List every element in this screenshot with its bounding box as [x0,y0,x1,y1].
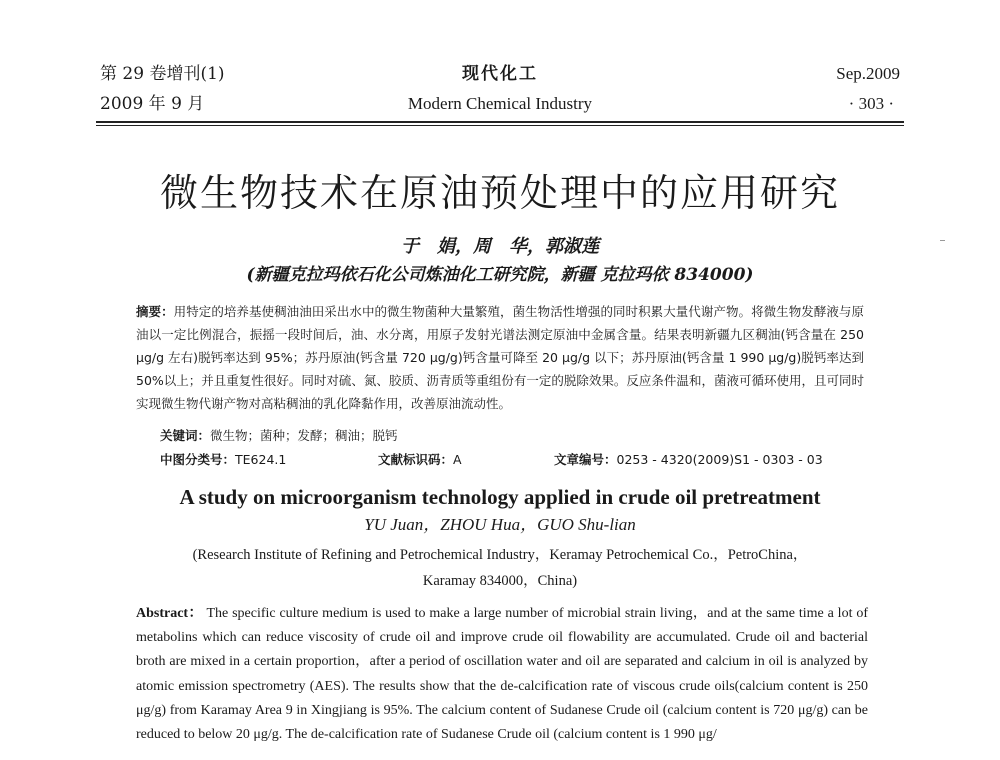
abstract-en [136,602,868,747]
clc-number [160,450,286,470]
article-number-value: 0253 - 4320(2009)S1 - 0303 - 03 [616,452,823,467]
clc-value: TE624.1 [235,452,287,467]
header-rule-thin [96,125,904,126]
document-code [378,450,462,470]
page-number: · 303 · [848,94,894,113]
article-number-label: 文章编号： [554,452,617,467]
paper-title-cn: 微生物技术在原油预处理中的应用研究 [159,171,840,215]
affiliation-en-line1: (Research Institute of Refining and Petrochemical Industry，Keramay Petrochemical Co.，PetroChina， [192,547,808,563]
doc-code-label: 文献标识码： [378,452,454,467]
article-number [554,450,823,470]
header-rule-thick [96,121,904,123]
publication-date-cn: 2009 年 9 月 [100,94,205,114]
affiliation-en [0,542,1000,594]
abstract-cn [136,300,864,415]
keywords-label: 关键词： [160,428,211,443]
authors-cn: 于 娟，周 华，郭淑莲 [401,236,599,257]
authors-en: YU Juan，ZHOU Hua，GUO Shu-lian [364,515,636,534]
abstract-en-text: The specific culture medium is used to make a large number of microbial strain living，and at the same time a lot of metabolins which can reduce viscosity of crude oil and improve crude oil flowability are accumulated. Crude oil and bacterial broth are mixed in a certain proportion，after a period of oscillation water and oil are separated and calcium in oil is analyzed by atomic emission spectrometry (AES). The results show that the de-calcification rate of viscous crude oils(calcium content is 250 μg/g) from Karamay Area 9 in Xingjiang is 95%. The calcium content of Sudanese Crude oil (calcium content is 720 μg/g) can be reduced to below 20 μg/g. The de-calcification rate of Sudanese Crude oil (calcium content is 1 990 μg/ [136,606,868,743]
affiliation-en-line2: Karamay 834000，China) [422,573,578,589]
clc-label: 中图分类号： [160,452,236,467]
keywords-cn [160,426,398,446]
abstract-cn-label: 摘要： [136,304,174,319]
scan-speck [940,240,945,241]
abstract-cn-text: 用特定的培养基使稠油油田采出水中的微生物菌种大量繁殖，菌生物活性增强的同时积累大量代谢产物。将微生物发酵液与原油以一定比例混合，振摇一段时间后，油、水分离，用原子发射光谱法测定原油中金属含量。结果表明新疆九区稠油(钙含量在 250 μg/g 左右)脱钙率达到 95%；苏丹原油(钙含量 720 μg/g)钙含量可降至 20 μg/g 以下；苏丹原油(钙含量 1 990 μg/g)脱钙率达到 50%以上；并且重复性很好。同时对硫、氮、胶质、沥青质等重组份有一定的脱除效果。反应条件温和，菌液可循环使用，且可同时实现微生物代谢产物对高粘稠油的乳化降黏作用，改善原油流动性。 [136,304,864,411]
journal-name-cn: 现代化工 [462,64,538,84]
keywords-text: 微生物；菌种；发酵；稠油；脱钙 [210,428,398,443]
paper-title-en: A study on microorganism technology applied in crude oil pretreatment [179,485,821,509]
journal-name-en: Modern Chemical Industry [407,94,593,113]
affiliation-cn: (新疆克拉玛依石化公司炼油化工研究院，新疆 克拉玛依 834000) [246,265,754,285]
abstract-en-label: Abstract： [136,606,203,621]
doc-code-value: A [453,452,462,467]
volume-issue: 第 29 卷增刊(1) [100,64,225,84]
publication-date-en: Sep.2009 [836,64,900,83]
